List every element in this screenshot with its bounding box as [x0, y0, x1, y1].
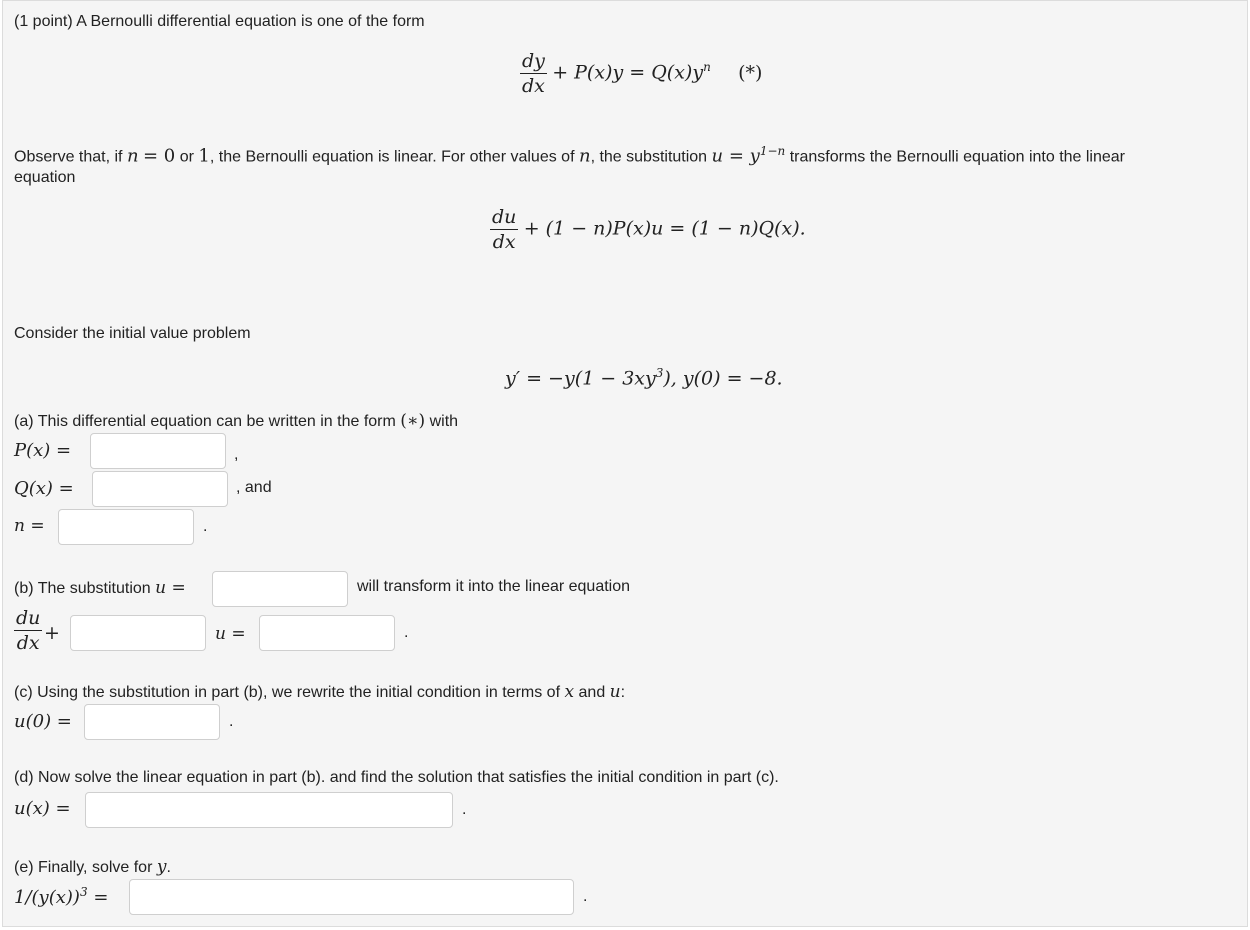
- and-text: , and: [236, 479, 272, 496]
- P-comma: ,: [234, 446, 239, 463]
- observe-a: Observe that, if: [14, 148, 123, 166]
- observe-n2: n: [578, 145, 591, 167]
- y3-exponent: 3: [79, 885, 88, 899]
- consider-text: Consider the initial value problem: [14, 325, 251, 342]
- eq1-exponent: n: [703, 60, 711, 75]
- part-c-colon: :: [620, 684, 626, 701]
- u0-input[interactable]: [84, 704, 220, 740]
- linear-equation: [490, 206, 806, 253]
- observe-or: or: [179, 148, 194, 166]
- part-e-label: (e) Finally, solve for: [14, 859, 153, 876]
- part-b-denominator: dx: [16, 632, 40, 654]
- observe-b: , the Bernoulli equation is linear. For other values of: [209, 148, 575, 166]
- part-a-with: with: [429, 413, 459, 430]
- part-b-fraction: [14, 607, 42, 654]
- coefficient-input[interactable]: [70, 615, 206, 651]
- observe-eq: = 0: [143, 145, 176, 167]
- intro-text: (1 point) A Bernoulli differential equation is one of the form: [14, 13, 425, 30]
- part-e-y: y: [156, 857, 167, 877]
- part-a-star: (∗): [400, 411, 426, 431]
- y3-label-main: 1/(y(x)): [14, 887, 80, 908]
- part-b-numerator: du: [16, 607, 41, 629]
- ivp-exponent: 3: [655, 366, 664, 380]
- y3-period: .: [583, 888, 588, 905]
- P-input[interactable]: [90, 433, 226, 469]
- ivp-a: y′ = −y(1 − 3xy: [505, 367, 656, 390]
- part-a-label: (a) This differential equation can be written in the form: [14, 413, 396, 430]
- ivp-equation: [505, 366, 783, 390]
- part-d-text: (d) Now solve the linear equation in part (b). and find the solution that satisfies the initial condition in part (c).: [14, 769, 779, 786]
- y3-label: [14, 885, 108, 908]
- n-input[interactable]: [58, 509, 194, 545]
- part-c-label: (c) Using the substitution in part (b), we rewrite the initial condition in terms of: [14, 684, 561, 701]
- ux-period: .: [462, 801, 467, 818]
- eq1-tag: (*): [738, 61, 763, 84]
- observe-text: [14, 144, 1125, 166]
- substitution-input[interactable]: [212, 571, 348, 607]
- ux-label: u(x) =: [14, 798, 71, 819]
- part-b-text: [14, 578, 186, 598]
- observe-line2: equation: [14, 169, 76, 186]
- observe-d: transforms the Bernoulli equation into the linear: [789, 148, 1126, 166]
- eq2-denominator: dx: [492, 231, 516, 253]
- observe-c: , the substitution: [590, 148, 708, 166]
- y3-input[interactable]: [129, 879, 574, 915]
- part-e-text: [14, 857, 171, 877]
- observe-exp: 1−n: [759, 144, 786, 158]
- eq2-rest: + (1 − n)P(x)u = (1 − n)Q(x).: [523, 217, 806, 240]
- rhs-input[interactable]: [259, 615, 395, 651]
- part-b-period: .: [404, 624, 409, 641]
- part-c-u: u: [609, 682, 621, 702]
- part-a-text: [14, 411, 458, 431]
- part-b-u: u =: [155, 578, 186, 598]
- eq1-denominator: dx: [522, 75, 545, 97]
- eq1-numerator: dy: [522, 50, 545, 72]
- Q-input[interactable]: [92, 471, 228, 507]
- eq1-rest: + P(x)y = Q(x)y: [552, 61, 704, 84]
- y3-equals: =: [93, 887, 109, 908]
- part-b-after: will transform it into the linear equation: [357, 578, 631, 595]
- n-label: n =: [14, 516, 45, 536]
- part-b-u2: u =: [215, 624, 246, 644]
- observe-n: n: [126, 145, 139, 167]
- eq2-numerator: du: [492, 206, 517, 228]
- part-e-dot: .: [166, 859, 171, 876]
- observe-one: 1: [198, 145, 210, 167]
- u0-period: .: [229, 713, 234, 730]
- bernoulli-equation: [520, 50, 762, 97]
- ivp-b: ), y(0) = −8.: [663, 367, 783, 390]
- observe-u: u = y: [711, 145, 760, 167]
- part-b-plus: +: [44, 622, 60, 644]
- part-c-x: x: [564, 682, 575, 702]
- P-label: P(x) =: [14, 440, 72, 461]
- part-c-text: [14, 682, 625, 702]
- Q-label: Q(x) =: [14, 478, 74, 499]
- ux-input[interactable]: [85, 792, 453, 828]
- u0-label: u(0) =: [14, 711, 72, 732]
- part-b-label: (b) The substitution: [14, 580, 151, 597]
- part-c-and: and: [578, 684, 606, 701]
- n-period: .: [203, 518, 208, 535]
